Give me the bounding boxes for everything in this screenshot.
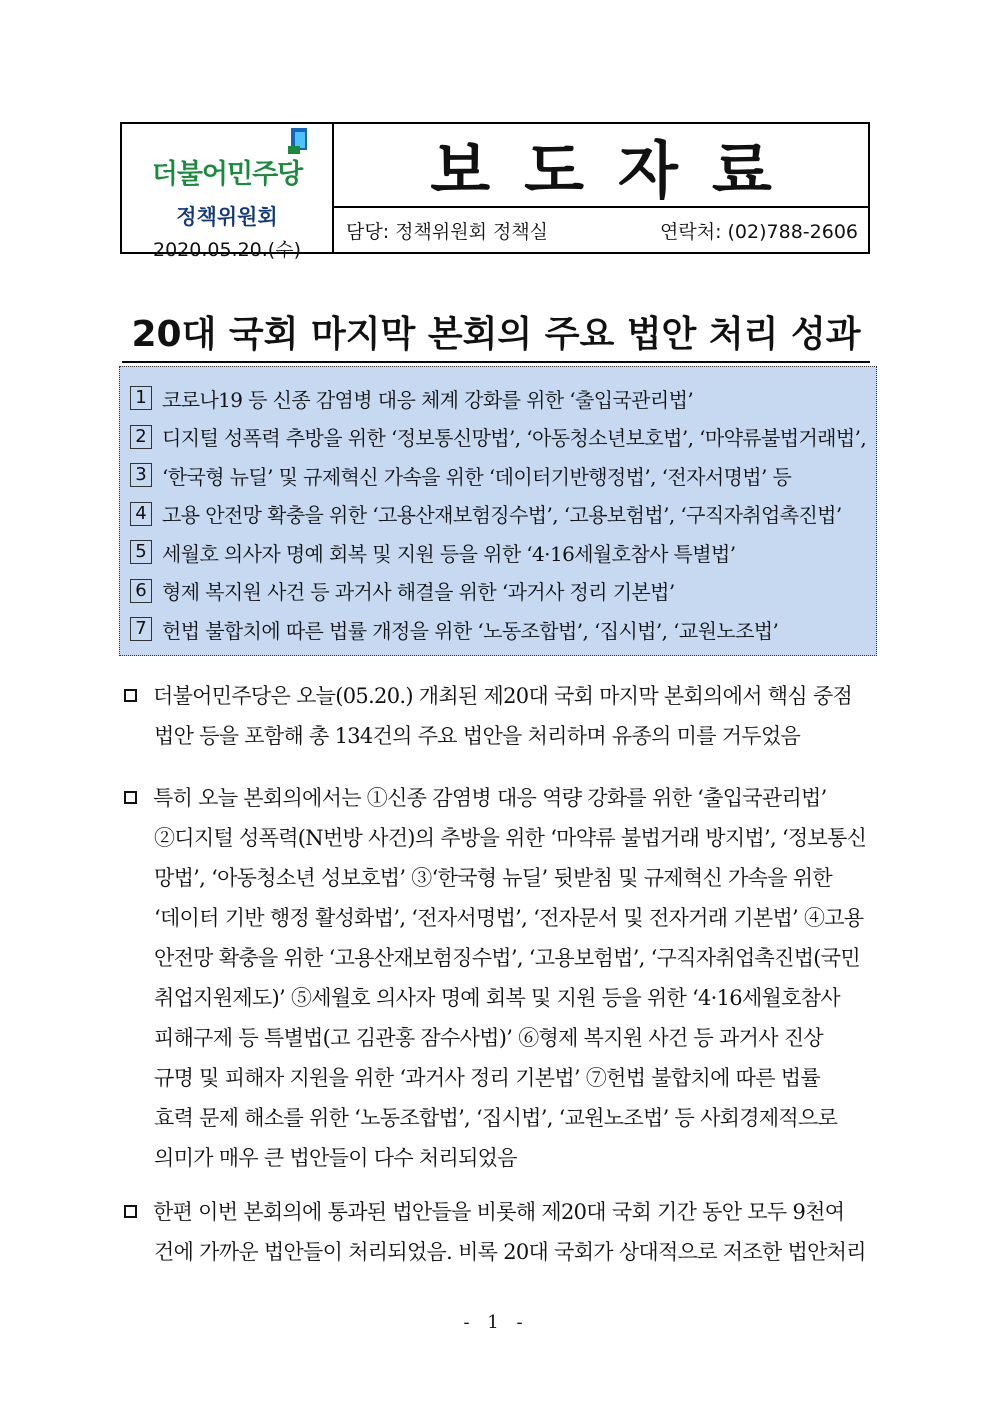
paragraph-line [120, 778, 876, 818]
summary-text: 형제 복지원 사건 등 과거사 해결을 위한 ‘과거사 정리 기본법’ [162, 580, 675, 605]
summary-item [130, 456, 868, 495]
header-right-cell [334, 124, 868, 252]
line-text: 한편 이번 본회의에 통과된 법안들을 비롯해 제20대 국회 기간 동안 모두 9천여 [153, 1200, 845, 1224]
summary-item [130, 610, 868, 649]
document-title: 20대 국회 마지막 본회의 주요 법안 처리 성과 [122, 306, 870, 363]
paragraph-line [120, 978, 876, 1018]
line-text: 규명 및 피해자 지원을 위한 ‘과거사 정리 기본법’ ⑦헌법 불합치에 따른 법률 [154, 1066, 820, 1090]
paragraph-line [120, 858, 876, 898]
summary-item [130, 533, 868, 572]
line-text: 의미가 매우 큰 법안들이 다수 처리되었음 [154, 1146, 517, 1170]
committee-name: 정책위원회 [176, 205, 278, 229]
line-text: 특히 오늘 본회의에서는 ①신종 감염병 대응 역량 강화를 위한 ‘출입국관리법’ [153, 786, 827, 810]
summary-item [130, 495, 868, 534]
paragraph-line [120, 1018, 876, 1058]
summary-item [130, 379, 868, 418]
item-number: 7 [130, 617, 152, 641]
line-text: ②디지털 성폭력(N번방 사건)의 추방을 위한 ‘마약류 불법거래 방지법’, ‘정보통신 [154, 826, 867, 850]
paragraph-line [120, 1098, 876, 1138]
summary-text: 헌법 불합치에 따른 법률 개정을 위한 ‘노동조합법’, ‘집시법’, ‘교원노조법’ [162, 618, 779, 643]
summary-text: 고용 안전망 확충을 위한 ‘고용산재보험징수법’, ‘고용보험법’, ‘구직자취업촉진법’ [162, 503, 842, 528]
press-release-title: 보도자료 [334, 124, 868, 208]
summary-text: 디지털 성폭력 추방을 위한 ‘정보통신망법’, ‘아동청소년보호법’, ‘마약류불법거래법’, [162, 426, 867, 451]
checkbox-bullet-icon [124, 689, 137, 702]
item-number: 5 [130, 540, 152, 564]
item-number: 4 [130, 502, 152, 526]
line-text: 건에 가까운 법안들이 처리되었음. 비록 20대 국회가 상대적으로 저조한 법안처리 [154, 1240, 866, 1264]
paragraph-line [120, 938, 876, 978]
logo-cell [122, 124, 334, 261]
line-text: 피해구제 등 특별법(고 김관홍 잠수사법)’ ⑥형제 복지원 사건 등 과거사 진상 [154, 1026, 824, 1050]
line-text: ‘데이터 기반 행정 활성화법’, ‘전자서명법’, ‘전자문서 및 전자거래 기본법’ ④고용 [154, 906, 864, 930]
summary-text: 코로나19 등 신종 감염병 대응 체계 강화를 위한 ‘출입국관리법’ [162, 387, 694, 412]
contact-phone: 연락처: (02)788-2606 [660, 220, 858, 243]
item-number: 3 [130, 463, 152, 487]
summary-text: 세월호 의사자 명예 회복 및 지원 등을 위한 ‘4·16세월호참사 특별법’ [162, 541, 736, 566]
summary-text: ‘한국형 뉴딜’ 및 규제혁신 가속을 위한 ‘데이터기반행정법’, ‘전자서명법’ 등 [162, 464, 792, 489]
release-date: 2020.05.20.(수) [152, 239, 301, 261]
line-text: 취업지원제도)’ ⑤세월호 의사자 명예 회복 및 지원 등을 위한 ‘4·16세월호참사 [154, 986, 840, 1010]
paragraph-line [120, 676, 876, 716]
contact-row [334, 208, 868, 252]
party-flag-icon [288, 128, 310, 154]
line-text: 효력 문제 해소를 위한 ‘노동조합법’, ‘집시법’, ‘교원노조법’ 등 사회경제적으로 [154, 1106, 838, 1130]
line-text: 더불어민주당은 오늘(05.20.) 개최된 제20대 국회 마지막 본회의에서 핵심 중점 [153, 684, 853, 708]
paragraph-line [120, 1138, 876, 1178]
item-number: 2 [130, 425, 152, 449]
page-number: - 1 - [463, 1312, 529, 1333]
item-number: 1 [130, 386, 152, 410]
summary-item [130, 572, 868, 611]
item-number: 6 [130, 579, 152, 603]
summary-box [119, 366, 877, 656]
paragraph-2 [120, 778, 876, 1178]
line-text: 법안 등을 포함해 총 134건의 주요 법안을 처리하며 유종의 미를 거두었음 [154, 724, 801, 748]
header-table [120, 122, 870, 261]
line-text: 망법’, ‘아동청소년 성보호법’ ③‘한국형 뉴딜’ 뒷받침 및 규제혁신 가속을 위한 [154, 866, 832, 890]
paragraph-1 [120, 676, 876, 756]
party-name: 더불어민주당 [151, 159, 303, 190]
paragraph-line [120, 716, 876, 756]
paragraph-line [120, 818, 876, 858]
party-logo [152, 152, 303, 191]
paragraph-line [120, 1058, 876, 1098]
paragraph-3 [120, 1192, 876, 1272]
checkbox-bullet-icon [124, 791, 137, 804]
checkbox-bullet-icon [124, 1205, 137, 1218]
summary-item [130, 418, 868, 457]
paragraph-line [120, 1232, 876, 1272]
paragraph-line [120, 1192, 876, 1232]
line-text: 안전망 확충을 위한 ‘고용산재보험징수법’, ‘고용보험법’, ‘구직자취업촉진법(국민 [154, 946, 860, 970]
paragraph-line [120, 898, 876, 938]
contact-person: 담당: 정책위원회 정책실 [346, 220, 549, 243]
